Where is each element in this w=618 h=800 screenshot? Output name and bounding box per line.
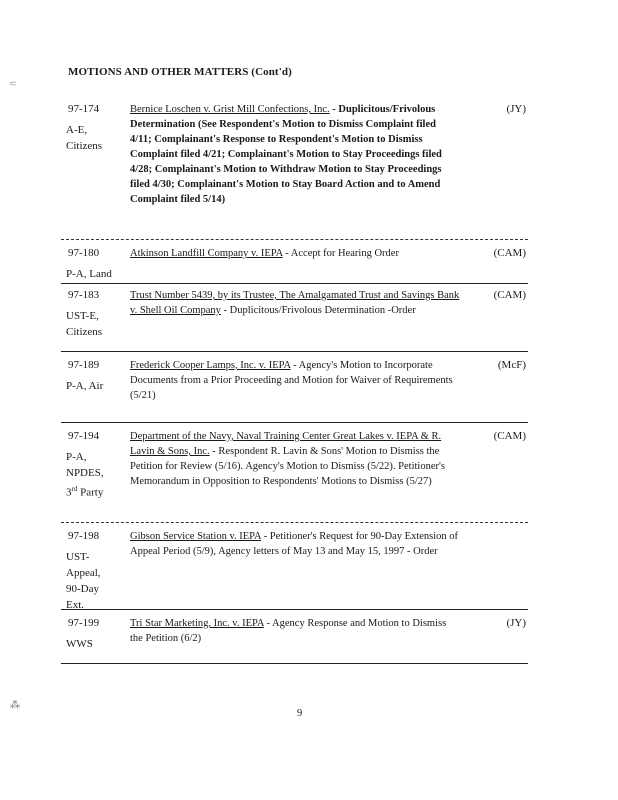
case-type-tag: Citizens	[66, 326, 103, 338]
board-member-initials: (McF)	[497, 359, 526, 371]
board-member-initials: (CAM)	[493, 289, 526, 301]
case-title: Atkinson Landfill Company v. IEPA	[130, 248, 283, 259]
case-type-tags	[66, 636, 128, 652]
case-detail: - Respondent R. Lavin & Sons' Motion to Dismiss the Petition for Review (5/16). Agency's Motion to Dismiss (5/22). Petitioner's Memorandum in Opposition to Respondents' Motions to Dismiss (5/27)	[130, 446, 445, 487]
case-type-tag: A-E,	[66, 124, 88, 136]
case-description	[130, 246, 460, 261]
case-type-tag: 3rd Party	[66, 485, 104, 499]
case-description	[130, 529, 460, 559]
case-title: Department of the Navy, Naval Training Center Great Lakes v. IEPA & R. Lavin & Sons, Inc.	[130, 431, 442, 457]
board-member-initials: (JY)	[506, 103, 526, 115]
case-detail: - Petitioner's Request for 90-Day Extension of Appeal Period (5/9), Agency letters of May 13 and May 15, 1997 - Order	[130, 531, 459, 557]
docket-number: 97-198	[68, 530, 100, 542]
case-type-tags	[66, 549, 128, 613]
case-description	[130, 616, 460, 646]
case-type-tag: P-A, Air	[66, 380, 104, 392]
case-description	[130, 102, 460, 207]
case-type-tags	[66, 378, 128, 394]
section-heading: MOTIONS AND OTHER MATTERS (Cont'd)	[68, 66, 292, 78]
case-detail: - Agency's Motion to Incorporate Documents from a Prior Proceeding and Motion for Waiver of Requirements (5/21)	[130, 360, 453, 401]
case-type-tags	[66, 122, 128, 154]
docket-number: 97-180	[68, 247, 100, 259]
divider	[61, 239, 528, 240]
scan-mark: ⁂	[10, 700, 20, 711]
case-title: Tri Star Marketing, Inc. v. IEPA	[130, 618, 264, 629]
docket-number: 97-189	[68, 359, 100, 371]
divider	[61, 283, 528, 284]
case-detail: - Duplicitous/Frivolous Determination -Order	[220, 305, 416, 316]
case-description	[130, 358, 460, 403]
case-type-tag: Citizens	[66, 140, 103, 152]
case-description	[130, 429, 460, 489]
case-type-tag: WWS	[66, 638, 93, 650]
docket-number: 97-183	[68, 289, 100, 301]
case-type-tag: Appeal,	[66, 567, 101, 579]
case-type-tag: UST-	[66, 551, 90, 563]
case-type-tags	[66, 308, 128, 340]
docket-number: 97-199	[68, 617, 100, 629]
divider	[61, 522, 528, 523]
divider	[61, 663, 528, 664]
case-title: Trust Number 5439, by its Trustee, The Amalgamated Trust and Savings Bank v. Shell Oil Company	[130, 290, 460, 316]
case-type-tags	[66, 449, 128, 501]
board-member-initials: (CAM)	[493, 430, 526, 442]
case-title: Bernice Loschen v. Grist Mill Confections, Inc.	[130, 104, 330, 115]
case-type-tag: 90-Day	[66, 583, 99, 595]
case-title: Frederick Cooper Lamps, Inc. v. IEPA	[130, 360, 291, 371]
board-member-initials: (CAM)	[493, 247, 526, 259]
case-type-tags	[66, 266, 128, 282]
case-type-tag: NPDES,	[66, 467, 104, 479]
divider	[61, 351, 528, 352]
case-type-tag: P-A, Land	[66, 268, 112, 280]
case-detail: - Agency Response and Motion to Dismiss the Petition (6/2)	[130, 618, 447, 644]
case-type-tag: Ext.	[66, 599, 85, 611]
docket-number: 97-174	[68, 103, 100, 115]
divider	[61, 609, 528, 610]
case-description	[130, 288, 460, 318]
board-member-initials: (JY)	[506, 617, 526, 629]
case-detail: - Duplicitous/Frivolous Determination (See Respondent's Motion to Dismiss Complaint filed 4/11; Complainant's Response to Respondent's Motion to Dismiss Complaint filed 4/21; Complainant's Motion to Stay Proceedings filed 4/28; Complainant's Motion to Withdraw Motion to Stay Proceedings filed 4/30; Complainant's Motion to Stay Board Action and to Amend Complaint filed 5/14)	[130, 104, 442, 205]
case-title: Gibson Service Station v. IEPA	[130, 531, 262, 542]
case-type-tag: P-A,	[66, 451, 87, 463]
docket-number: 97-194	[68, 430, 100, 442]
case-detail: - Accept for Hearing Order	[282, 248, 399, 259]
case-type-tag: UST-E,	[66, 310, 99, 322]
divider	[61, 422, 528, 423]
page-number: 9	[297, 708, 303, 719]
scan-mark: ⸦	[8, 79, 18, 90]
